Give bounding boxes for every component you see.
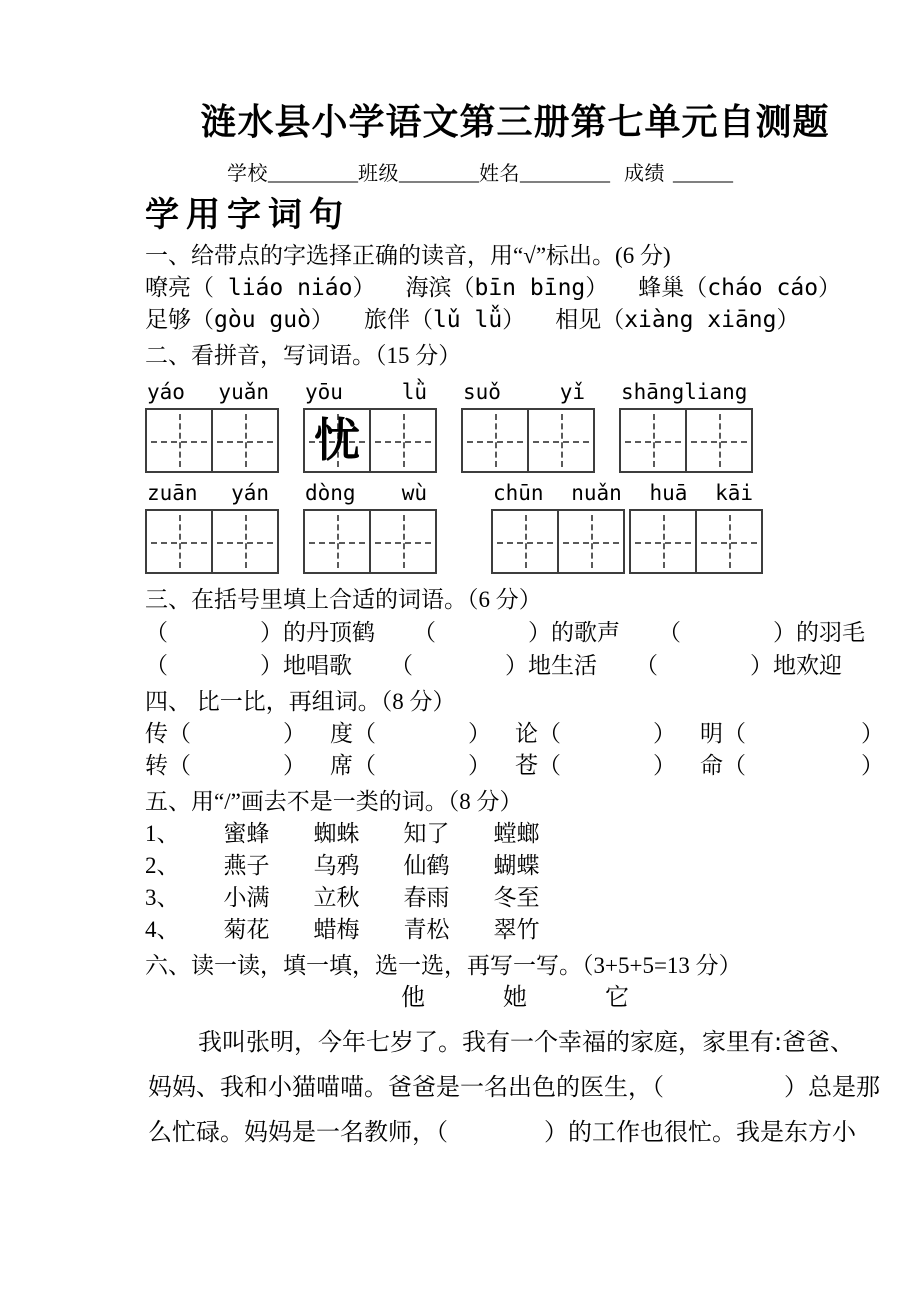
pinyin-syllable: suǒ — [463, 380, 501, 404]
q4-header: 四、 比一比，再组词。（8 分） — [145, 689, 456, 714]
pinyin-syllable: huā — [649, 481, 688, 505]
score-label: 成绩 — [624, 163, 665, 185]
q4-item: 传（ ） — [145, 721, 306, 746]
section-heading: 学用字词句 — [145, 195, 350, 235]
class-label: 班级 — [358, 163, 399, 185]
name-label: 姓名 — [479, 163, 520, 185]
q5-word: 螳螂 — [493, 821, 540, 846]
pinyin-word-group — [145, 380, 279, 473]
school-label: 学校 — [227, 163, 268, 185]
pinyin-syllable: shāng — [621, 380, 685, 404]
pinyin-syllable: kāi — [715, 481, 753, 505]
q5-line — [145, 914, 885, 946]
pinyin-syllable: nuǎn — [571, 481, 622, 505]
q3-row-1 — [145, 616, 885, 649]
pinyin-syllable: wù — [401, 481, 427, 505]
q1-header: 一、给带点的字选择正确的读音，用“√”标出。(6 分) — [145, 243, 671, 268]
writing-grid-cell — [369, 509, 437, 574]
q3-item: （ ）的羽毛 — [658, 620, 865, 645]
writing-grid-cell — [557, 509, 625, 574]
writing-grid-cell — [303, 509, 371, 574]
q5-word: 蝴蝶 — [493, 853, 540, 878]
writing-grid-cell — [211, 509, 279, 574]
q5-word: 燕子 — [223, 853, 270, 878]
writing-grid-pair — [145, 509, 279, 574]
q5-word: 青松 — [403, 917, 450, 942]
writing-grid-cell — [527, 408, 595, 473]
q4-row-1 — [145, 718, 885, 750]
question-4 — [145, 686, 885, 782]
q5-header: 五、用“/”画去不是一类的词。（8 分） — [145, 789, 523, 814]
pinyin-syllable: yán — [231, 481, 269, 505]
q1-item: 旅伴（lǔ lǚ） — [363, 307, 526, 333]
writing-grid-cell — [145, 408, 213, 473]
q4-item: 论（ ） — [515, 721, 676, 746]
pinyin-word-group — [619, 380, 757, 473]
q1-item: 海滨（bīn bīng） — [405, 275, 609, 301]
pinyin-syllable: lǜ — [401, 380, 427, 404]
q5-word: 乌鸦 — [313, 853, 360, 878]
writing-grid-cell — [145, 509, 213, 574]
q2-grid-row-1 — [145, 380, 885, 473]
q5-word: 小满 — [223, 885, 270, 910]
name-blank: _________ — [520, 163, 610, 185]
q4-item: 席（ ） — [330, 753, 491, 778]
writing-grid-pair — [303, 408, 437, 473]
q5-word: 立秋 — [313, 885, 360, 910]
passage-line: 妈妈、我和小猫喵喵。爸爸是一名出色的医生，（ ）总是那 — [148, 1073, 880, 1101]
q3-item: （ ）地欢迎 — [635, 653, 842, 678]
q1-row-1 — [145, 272, 885, 304]
writing-grid-cell — [461, 408, 529, 473]
pinyin-syllable: yōu — [305, 380, 343, 404]
q5-word: 春雨 — [403, 885, 450, 910]
q3-item: （ ）地生活 — [390, 653, 597, 678]
pinyin-label — [491, 481, 763, 509]
writing-grid-cell — [491, 509, 559, 574]
q5-item-number: 1、 — [145, 821, 180, 846]
writing-grid-pair — [629, 509, 763, 574]
q4-item: 度（ ） — [330, 721, 491, 746]
question-1 — [145, 240, 885, 336]
q5-word: 蜘蛛 — [313, 821, 360, 846]
writing-grid-pair — [145, 408, 279, 473]
page-content — [145, 100, 885, 1155]
q1-row-2 — [145, 304, 885, 336]
writing-grid-pair — [619, 408, 757, 473]
writing-grid-pair — [303, 509, 437, 574]
q3-item: （ ）的丹顶鹤 — [145, 620, 375, 645]
q5-line — [145, 818, 885, 850]
q5-line — [145, 882, 885, 914]
pronoun-option: 她 — [503, 985, 527, 1011]
q4-row-2 — [145, 750, 885, 782]
pinyin-syllable: liang — [684, 380, 748, 404]
pinyin-syllable: yǐ — [559, 380, 585, 404]
q3-row-2 — [145, 649, 885, 682]
test-title: 涟水县小学语文第三册第七单元自测题 — [200, 102, 830, 142]
writing-grid-pair — [461, 408, 595, 473]
q1-item: 足够（gòu guò） — [145, 307, 334, 333]
q5-word: 冬至 — [493, 885, 540, 910]
class-blank: ________ — [399, 163, 479, 185]
pinyin-label — [303, 481, 437, 509]
writing-grid-pair — [491, 509, 625, 574]
q5-line — [145, 850, 885, 882]
passage-line: 么忙碌。妈妈是一名教师，（ ）的工作也很忙。我是东方小 — [148, 1118, 856, 1146]
q5-word: 蜜蜂 — [223, 821, 270, 846]
pinyin-syllable: yuǎn — [218, 380, 269, 404]
pinyin-label — [619, 380, 757, 408]
q1-item: 相见（xiàng xiāng） — [555, 307, 800, 333]
school-blank: _________ — [268, 163, 358, 185]
q6-passage — [148, 1020, 885, 1155]
writing-grid-cell — [211, 408, 279, 473]
q5-item-number: 3、 — [145, 885, 180, 910]
q5-word: 翠竹 — [493, 917, 540, 942]
pinyin-label — [145, 481, 279, 509]
q5-item-number: 4、 — [145, 917, 180, 942]
q5-word: 仙鹤 — [403, 853, 450, 878]
writing-grid-cell — [695, 509, 763, 574]
student-info-line — [227, 157, 885, 186]
handwritten-answer: 忧 — [314, 414, 360, 466]
q4-item: 命（ ） — [700, 753, 884, 778]
q1-item: 蜂巢（cháo cáo） — [638, 275, 842, 301]
pronoun-option: 他 — [401, 985, 425, 1011]
pinyin-word-group — [461, 380, 595, 473]
q3-item: （ ）地唱歌 — [145, 653, 352, 678]
writing-grid-cell — [685, 408, 753, 473]
question-6 — [145, 950, 885, 1155]
writing-grid-cell — [303, 408, 371, 473]
question-3 — [145, 584, 885, 682]
writing-grid-cell — [629, 509, 697, 574]
pinyin-label — [461, 380, 595, 408]
writing-grid-cell — [369, 408, 437, 473]
passage-line: 我叫张明，今年七岁了。我有一个幸福的家庭，家里有:爸爸、 — [198, 1028, 855, 1056]
pinyin-word-group — [303, 481, 437, 574]
pinyin-syllable: dòng — [305, 481, 356, 505]
pinyin-word-group — [491, 481, 763, 574]
pinyin-syllable: chūn — [493, 481, 544, 505]
question-2 — [145, 340, 885, 574]
q4-item: 转（ ） — [145, 753, 306, 778]
q6-header: 六、读一读，填一填，选一选，再写一写。（3+5+5=13 分） — [145, 953, 742, 978]
q5-word: 蜡梅 — [313, 917, 360, 942]
pinyin-word-group — [303, 380, 437, 473]
pinyin-word-group — [145, 481, 279, 574]
q4-item: 明（ ） — [700, 721, 884, 746]
q3-header: 三、在括号里填上合适的词语。（6 分） — [145, 587, 542, 612]
q5-word: 知了 — [403, 821, 450, 846]
pinyin-label — [145, 380, 279, 408]
writing-grid-quad — [491, 509, 763, 574]
q6-pronoun-options — [145, 984, 885, 1012]
q2-grid-row-2 — [145, 481, 885, 574]
pinyin-label — [303, 380, 437, 408]
pronoun-option: 它 — [605, 985, 629, 1011]
q2-header: 二、看拼音，写词语。（15 分） — [145, 343, 462, 368]
score-blank: ______ — [673, 163, 733, 185]
writing-grid-cell — [619, 408, 687, 473]
pinyin-syllable: zuān — [147, 481, 198, 505]
q4-item: 苍（ ） — [515, 753, 676, 778]
q5-word: 菊花 — [223, 917, 270, 942]
q1-item: 嘹亮（ liáo niáo） — [145, 275, 376, 301]
q5-item-number: 2、 — [145, 853, 180, 878]
pinyin-syllable: yáo — [147, 380, 185, 404]
q3-item: （ ）的歌声 — [413, 620, 620, 645]
question-5 — [145, 786, 885, 946]
